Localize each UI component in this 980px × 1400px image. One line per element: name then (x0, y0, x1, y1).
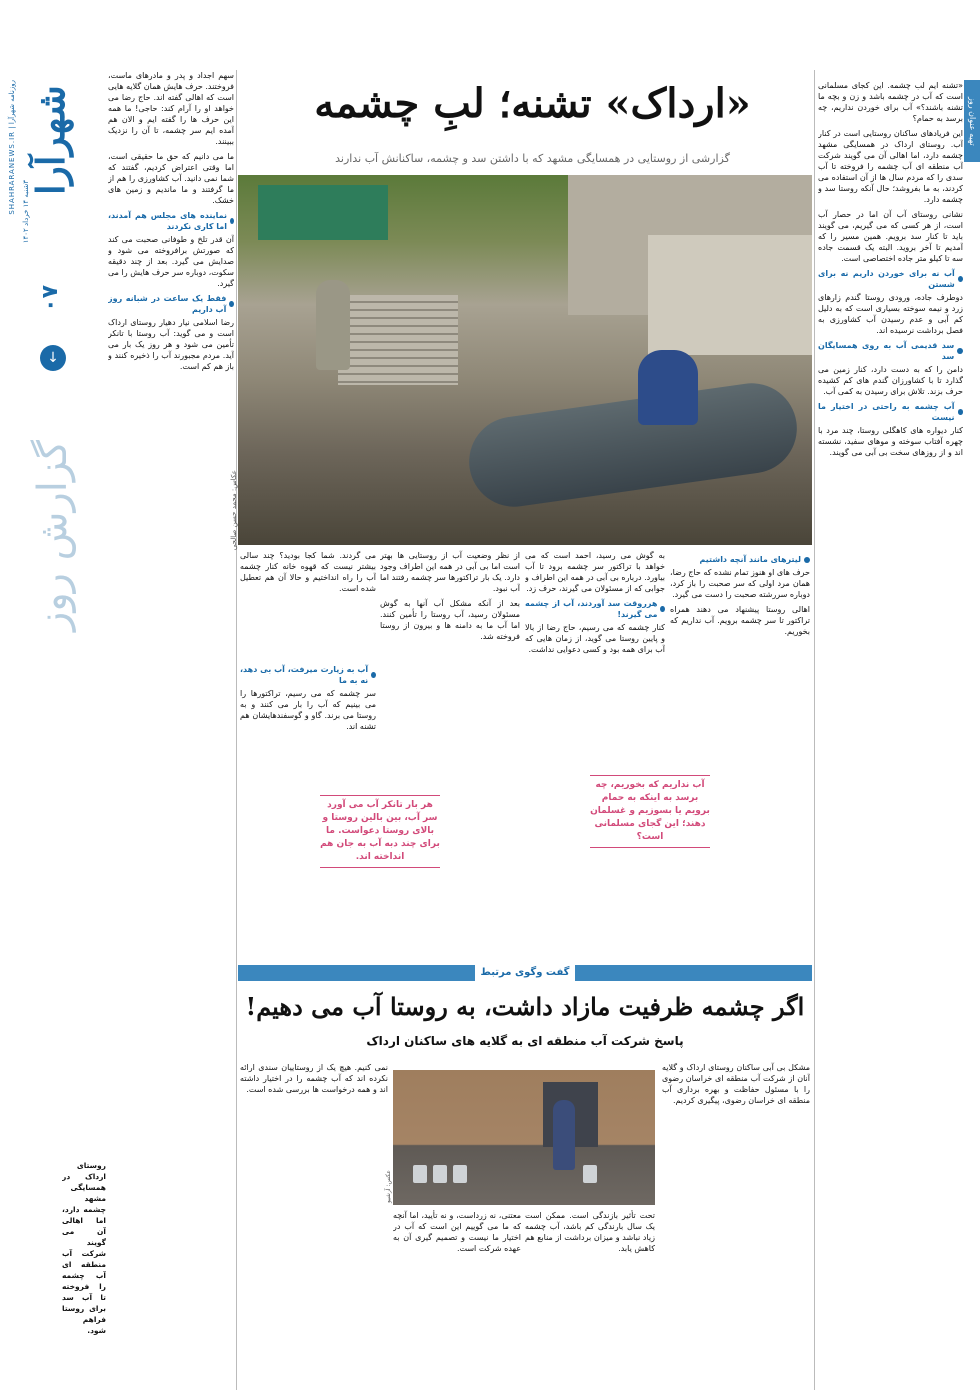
main-subhead: گزارشی از روستایی در همسایگی مشهد که با داشتن سد و چشمه، ساکنانش آب ندارند (335, 152, 730, 165)
paragraph: بعد از آنکه مشکل آب آنها به گوش مسئولان رسید، آب روستا را تأمین کنند. اما آب ما به دامنه ها و بیرون از روستا فروخته شد. (380, 599, 520, 641)
paragraph: این فریادهای ساکنان روستایی است در کنار آب. روستای ارداک در همسایگی مشهد چشمه دارد، اما اهالی آن می گویند شرکت آب منطقه ای آب چشمه را فروخته تا آب سدی را که مردم سال ها از آن استفاده می کردند، به ما بفروشد؛ حال آنکه روستا سد و چشمه دارد. (818, 129, 963, 204)
paragraph: مشکل بی آبی ساکنان روستای ارداک و گلایه آنان از شرکت آب منطقه ای خراسان رضوی را با مسئول حفاظت و بهره برداری آب منطقه ای خراسان رضوی، پیگیری کردیم. (662, 1063, 810, 1105)
photo-credit: عکاس: محمد حسن صالحی (230, 470, 238, 551)
pull-quote: هر بار تانکر آب می آورد سر آب، بین بالین روستا و بالای روستا دعواست. ما برای چند دبه آب به جان هم انداخته اند. (320, 795, 440, 868)
paragraph: از نظر وضعیت آب از روستایی ها بهتر است اما بی آبی در همه این اطراف وجود دارد. یک بار تراکتورها سر چشمه رفتند اما آب نبود. (380, 551, 520, 593)
photo-pipe (463, 377, 802, 512)
arrow-down-icon: ↓ (40, 345, 66, 371)
masthead-subtitle: روزنامه شهرآرا | SHAHRARANEWS.IR (8, 80, 16, 215)
text-column-right (818, 80, 963, 1390)
text-column-left (108, 70, 234, 1390)
paragraph: دوطرف جاده، ورودی روستا گندم زارهای زرد و نیمه سوخته بسیاری است که به دلیل کم آبی و عدم رسیدن آب کشاورزی به فصل برداشت نرسیده اند. (818, 293, 963, 335)
related-column-3 (393, 1210, 521, 1387)
photo-jerrycan (583, 1165, 597, 1183)
subheading-text: فقط یک ساعت در شبانه روز آب داریم (108, 294, 227, 314)
bullet-icon (660, 606, 665, 612)
photo-person (638, 350, 698, 425)
bullet-icon (958, 276, 963, 282)
paragraph: «تشنه ایم لب چشمه. این کجای مسلمانی است که آب در چشمه باشد و زن و بچه ما تشنه باشند؟» آب برای خوردن نداریم، چه برسد به حمام؟ (818, 81, 963, 123)
subheading (525, 598, 665, 620)
related-label: گفت وگوی مرتبط (475, 965, 575, 981)
page-number: ۰۷ (38, 285, 63, 312)
pull-quote: آب نداریم که بخوریم، چه برسد به اینکه به حمام برویم یا بسوزیم و غسلمان دهند؛ این گجای مسلمانی است؟ (590, 775, 710, 848)
bullet-icon (957, 348, 963, 354)
section-label: گزارش روز (30, 439, 76, 631)
photo-building (258, 185, 388, 240)
bullet-icon (229, 301, 234, 307)
related-headline: اگر چشمه ظرفیت مازاد داشت، به روستا آب می دهیم! (245, 992, 805, 1021)
text-column-mid-2 (525, 550, 665, 960)
subheading (670, 554, 810, 565)
photo-stairs (338, 295, 458, 385)
column-rule (236, 70, 237, 1390)
paragraph: نشانی روستای آب آن اما در حصار آب است، از هر کسی که می گیریم، می گویند باید تا کنار سد برویم. همین مسیر را که آمدیم تا آخر بروید. البته یک قسمت جاده سه تا کیلو متر جاده اختصاصی است. (818, 210, 963, 263)
photo-person (553, 1100, 575, 1170)
summary-box: روستای ارداک در همسایگی مشهد چشمه دارد، اما اهالی آن می گویند شرکت آب منطقه ای آب چشمه را فروخته تا آب سد برای روستا فراهم شود. (62, 1161, 106, 1335)
text-column-mid-1 (670, 550, 810, 960)
photo-jerrycan (453, 1165, 467, 1183)
paragraph: به گوش می رسید، احمد است که می خواهد با تراکتور سر چشمه برود تا آب بیاورد. درباره بی آبی در همه این اطراف و جوابی که از مسئولان می گیرند، حرف زد. (525, 551, 665, 593)
subheading-text: لیترهای مانند آنچه داشتیم (699, 555, 801, 564)
photo-credit: عکس: آرشیو (385, 1170, 392, 1203)
related-column-1 (662, 1062, 810, 1387)
paragraph: کنار چشمه که می رسیم، حاج رضا از بالا و پایین روستا می گوید، از زمان هایی که آب برای همه بود و کسی دعوایی نداشت. (525, 623, 665, 654)
subheading (818, 401, 963, 423)
paragraph: سهم اجداد و پدر و مادرهای ماست، فروختند. حرف هایش همان گلایه هایی است که اهالی گفته اند. حاج رضا می خواهد او را آرام کند: حاجی! ما همه این حرف ها را گفته ایم و الان هم آمده ایم سر چشمه، تا آن را نزدیک ببینند. (108, 71, 234, 146)
photo-jerrycan (413, 1165, 427, 1183)
paragraph: تحت تأثیر بازندگی است. ممکن است یک سال بارندگی کم باشد، آب چشمه زیاد نباشد و میزان برداشت از منابع هم کاهش یابد. (525, 1211, 655, 1253)
paragraph: دامن را که به دست دارد، کنار زمین می گذارد تا با کشاورزان گندم های کم کشیده حرف بزند. تلاش برای رسیدن به کمی آب. (818, 365, 963, 396)
bullet-icon (804, 557, 810, 563)
bullet-icon (230, 218, 234, 224)
paragraph: سر چشمه که می رسیم، تراکتورها را می بینیم که آب را بار می کنند و به روستا می برند. گاو و گوسفندهایشان هم تشنه اند. (240, 689, 376, 731)
subheading-text: آب چشمه به راحتی در اختیار ما نیست (818, 402, 955, 422)
paragraph: اهالی روستا پیشنهاد می دهند همراه تراکتور تا سر چشمه برویم. آب نداریم که بخوریم. (670, 605, 810, 636)
subheading-text: آب نه برای خوردن داریم نه برای شستن (818, 269, 955, 289)
related-column-4 (240, 1062, 388, 1387)
issue-date: ۳شنبه ۱۴ خرداد ۱۴۰۲ (22, 180, 30, 244)
photo-jerrycan (433, 1165, 447, 1183)
photo-rock (648, 235, 812, 355)
paragraph: آن قدر تلخ و طوفانی صحبت می کند که صورتش برافروخته می شود و صدایش می گیرد. بعد از چند دقیقه سکوت، دوباره سر حرف هایش را می گیرد. (108, 235, 234, 288)
subheading (240, 664, 376, 686)
related-subhead: پاسخ شرکت آب منطقه ای به گلایه های ساکنان ارداک (366, 1034, 684, 1048)
text-column-mid-3 (380, 550, 520, 960)
subheading (108, 210, 234, 232)
paragraph: ما می دانیم که حق ما حقیقی است، اما وقتی اعتراض کردیم، گفتند که شما نمی دانید. آب کشاورزی را هم از ما گرفتند و ما ماندیم و زمین های خشک. (108, 152, 234, 205)
subheading-text: آب به زیارت میرفت، آب بی دهد، نه به ما (240, 665, 369, 685)
related-photo (393, 1070, 655, 1205)
paragraph: می گردند. شما کجا بودید؟ چند سالی بیشتر نیست که قهوه خانه کنار چشمه آب را راه انداختیم و حالا آن هم تعطیل شده است. (240, 551, 376, 593)
paragraph: رضا اسلامی نیار دهیار روستای ارداک است و می گوید: آب روستا با تانکر تأمین می شود و هر روز یک بار می آید. مردم مجبورند آب را ذخیره کنند و باز هم کم است. (108, 318, 234, 371)
text-column-mid-4 (240, 550, 376, 960)
main-photo (238, 175, 812, 545)
paragraph: معتنی، نه زرداست، و نه تأیید، اما آنچه که ما می گوییم این است که آب در اختیار ما نیست و تصمیم گیری آن به عهده شرکت است. (393, 1211, 521, 1253)
column-rule (814, 70, 815, 1390)
subheading (108, 293, 234, 315)
related-column-2 (525, 1210, 655, 1387)
subheading (818, 268, 963, 290)
newspaper-logo: شهرآرا (28, 85, 73, 195)
bullet-icon (371, 672, 376, 678)
subheading-text: هرروقت سد آوردند، آب از چشمه می گیرند! (525, 599, 658, 619)
main-headline: «ارداک» تشنه؛ لبِ چشمه (314, 80, 751, 127)
paragraph: حرف های او هنوز تمام نشده که حاج رضا، همان مرد اولی که سر صحبت را باز کرد، دوباره سررشته صحبت را دست می گیرد. (670, 568, 810, 599)
subheading-text: سد قدیمی آب به روی همسایگان سد (818, 341, 955, 361)
paragraph: کنار دیواره های کاهگلی روستا، چند مرد با چهره آفتاب سوخته و موهای سفید، نشسته اند و از روزهای سخت بی آبی می گویند. (818, 426, 963, 457)
bullet-icon (958, 409, 964, 415)
photo-person (316, 280, 350, 370)
subheading-text: نماینده های مجلس هم آمدند، اما کاری نکردند (108, 211, 227, 231)
subheading (818, 340, 963, 362)
paragraph: نمی کنیم. هیچ یک از روستاییان سندی ارائه نکرده اند که آب چشمه را در اختیار داشته اند و همه درخواست ها بررسی شده است. (240, 1063, 388, 1094)
kicker-label: تهیه عنوان روز (964, 80, 980, 162)
